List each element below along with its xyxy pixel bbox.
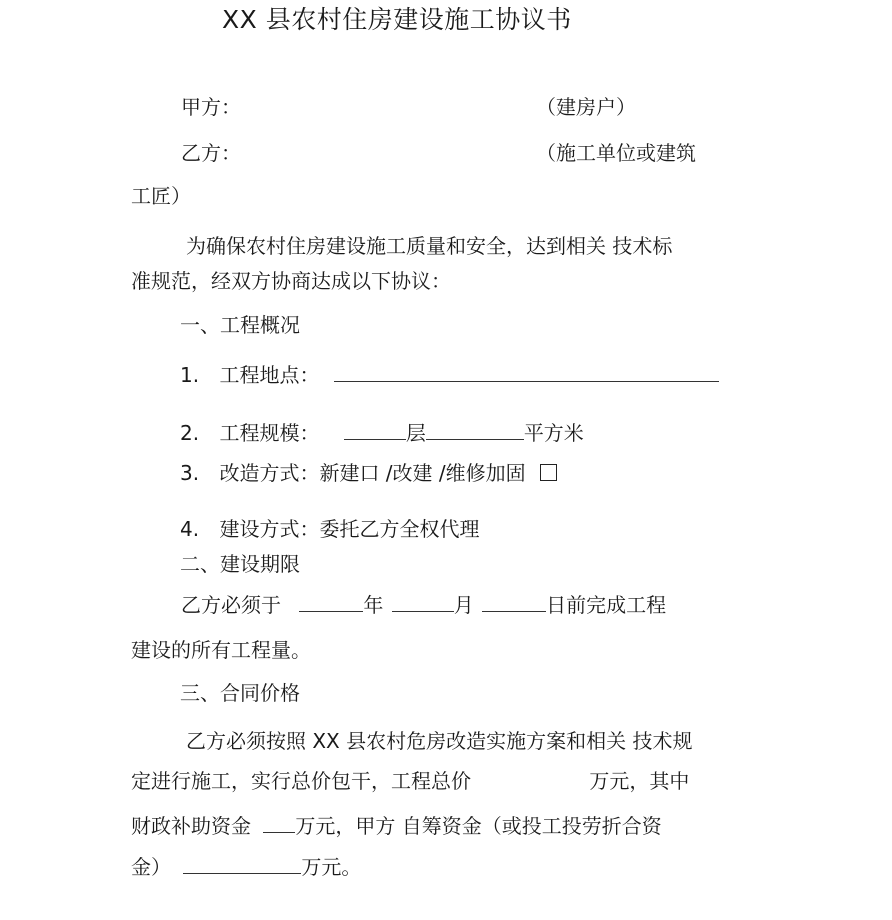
- item-3-method: [180, 460, 557, 486]
- reinforcement-checkbox[interactable]: [540, 464, 557, 481]
- area-unit: 平方米: [523, 421, 584, 445]
- party-b-note: （施工单位或建筑: [536, 141, 696, 165]
- deadline-line-2: 建设的所有工程量。: [131, 638, 311, 662]
- self-fund-blank[interactable]: [183, 853, 301, 874]
- month-blank[interactable]: [392, 591, 454, 612]
- area-blank[interactable]: [426, 419, 524, 440]
- item-label: 改造方式：新建口 /改建 /维修加固: [219, 461, 526, 485]
- item-1-location: [180, 361, 719, 388]
- year-label: 年: [363, 593, 384, 617]
- item-4-construction-mode: [180, 516, 479, 542]
- item-label: 工程规模：: [219, 421, 320, 445]
- section-2-heading: 二、建设期限: [180, 552, 300, 576]
- item-2-scale: [180, 419, 584, 446]
- floors-unit: 层: [405, 421, 426, 445]
- item-number: 4.: [180, 517, 200, 541]
- document-title: XX 县农村住房建设施工协议书: [222, 5, 572, 34]
- day-suffix: 日前完成工程: [546, 593, 667, 617]
- price-line-4: [131, 853, 361, 880]
- floors-blank[interactable]: [344, 419, 406, 440]
- deadline-prefix: 乙方必须于: [181, 593, 281, 617]
- party-b-label: 乙方：: [181, 141, 241, 165]
- party-a-note: （建房户）: [536, 95, 636, 119]
- section-1-heading: 一、工程概况: [180, 313, 300, 337]
- section-3-heading: 三、合同价格: [180, 681, 300, 705]
- item-label: 工程地点：: [219, 363, 320, 387]
- item-label: 建设方式：委托乙方全权代理: [219, 517, 480, 541]
- total-price-unit: 万元，其中: [589, 769, 690, 793]
- month-label: 月: [453, 593, 474, 617]
- location-blank[interactable]: [334, 361, 719, 382]
- item-number: 1.: [180, 363, 200, 387]
- price-line-1: 乙方必须按照 XX 县农村危房改造实施方案和相关 技术规: [186, 729, 693, 753]
- price-line-3: [131, 812, 662, 839]
- intro-line-2: 准规范，经双方协商达成以下协议：: [131, 269, 451, 293]
- year-blank[interactable]: [299, 591, 363, 612]
- party-a-label: 甲方：: [181, 95, 241, 119]
- item-number: 2.: [180, 421, 200, 445]
- self-fund-unit: 万元。: [301, 855, 362, 879]
- subsidy-label: 财政补助资金: [131, 814, 251, 838]
- total-price-label: 定进行施工，实行总价包干，工程总价: [131, 769, 471, 793]
- intro-line-1: 为确保农村住房建设施工质量和安全，达到相关 技术标: [186, 234, 673, 258]
- item-number: 3.: [180, 461, 200, 485]
- subsidy-blank[interactable]: [263, 812, 295, 833]
- day-blank[interactable]: [482, 591, 546, 612]
- self-fund-label: 金）: [131, 855, 171, 879]
- subsidy-unit: 万元，甲方 自筹资金（或投工投劳折合资: [295, 814, 662, 838]
- deadline-line-1: [181, 591, 666, 618]
- price-line-2: [131, 768, 689, 794]
- party-b-note-continued: 工匠）: [131, 184, 191, 208]
